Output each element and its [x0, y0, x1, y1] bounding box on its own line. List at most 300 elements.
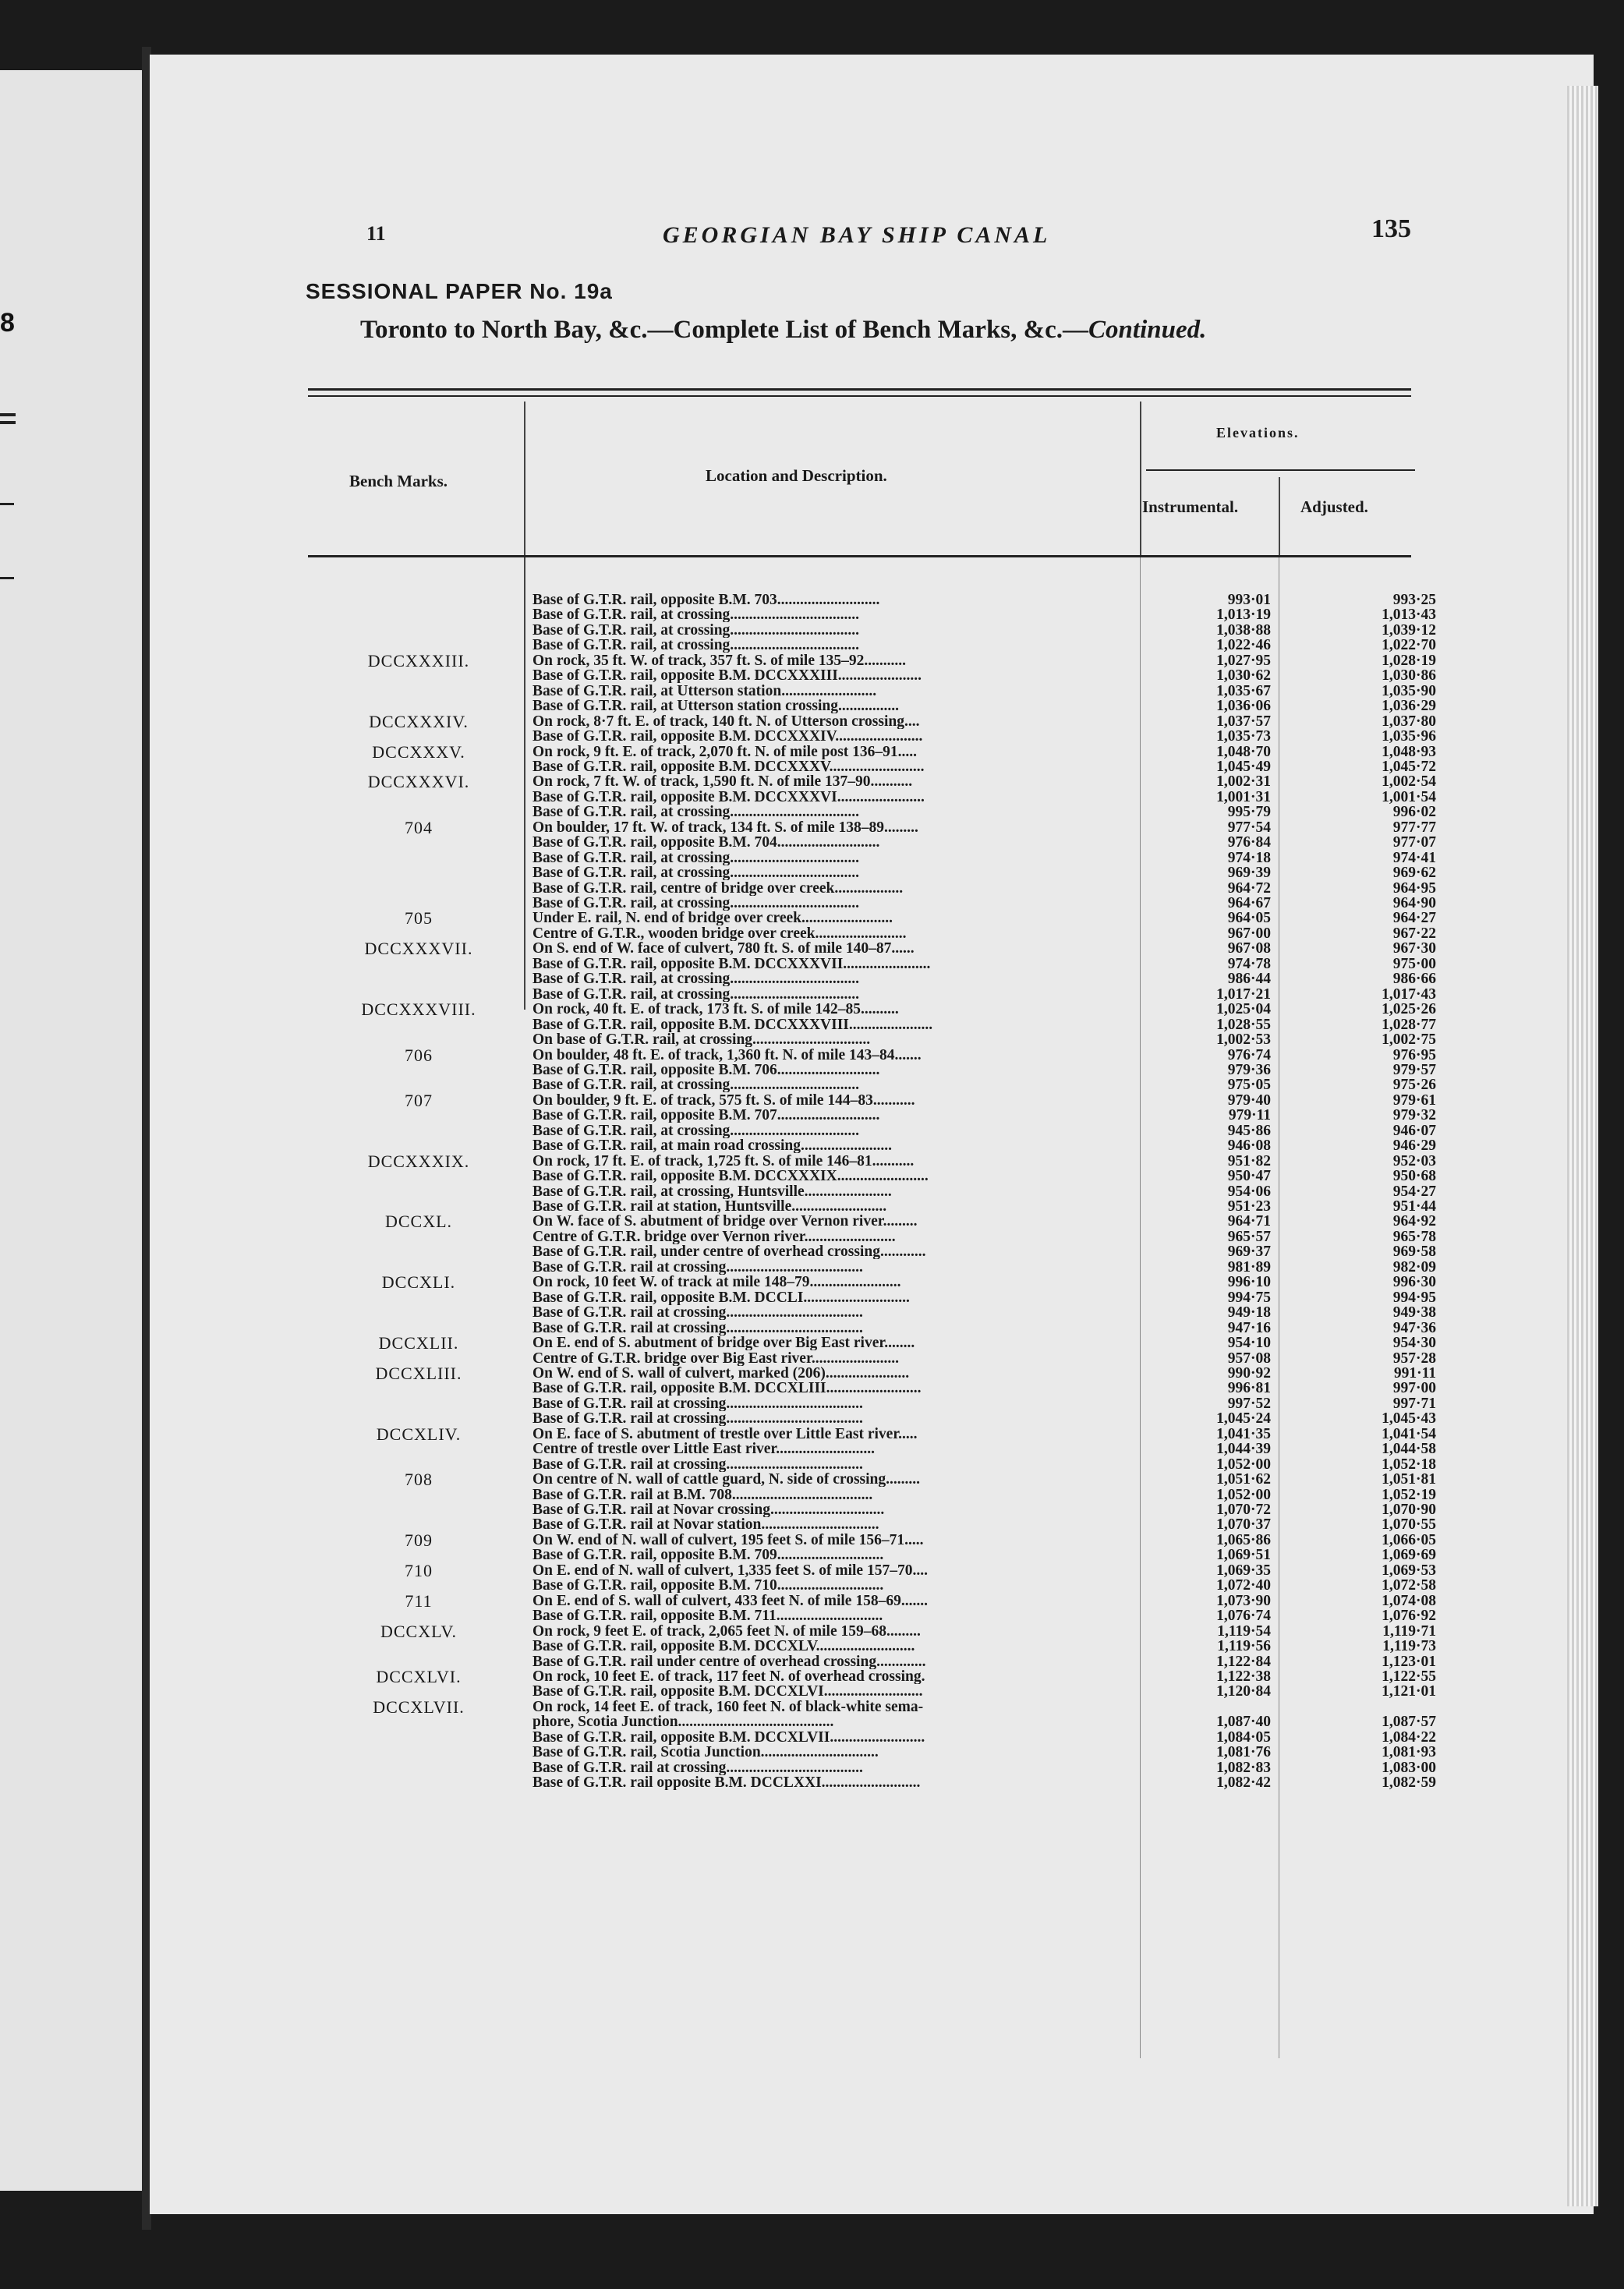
column-divider [1140, 402, 1141, 557]
instrumental-cell: 1,036·06 [1216, 698, 1271, 715]
instrumental-cell: 954·06 [1227, 1183, 1271, 1200]
adjusted-cell: 946·29 [1392, 1137, 1436, 1155]
instrumental-cell: 1,041·35 [1216, 1425, 1271, 1442]
table-row [0, 1639, 1624, 1654]
table-row [0, 759, 1624, 774]
table-row [0, 1199, 1624, 1214]
instrumental-cell: 1,027·95 [1216, 652, 1271, 669]
instrumental-cell: 1,051·62 [1216, 1471, 1271, 1488]
location-cell: On rock, 10 feet W. of track at mile 148–79........................ [532, 1275, 901, 1290]
table-row [0, 1560, 1624, 1580]
elevations-rule [1146, 469, 1415, 471]
adjusted-cell: 954·27 [1392, 1183, 1436, 1200]
location-cell: On boulder, 48 ft. E. of track, 1,360 ft. N. of mile 143–84....... [532, 1047, 922, 1063]
location-cell: On rock, 35 ft. W. of track, 357 ft. S. of mile 135–92........... [532, 653, 906, 668]
table-row [0, 741, 1624, 762]
table-title [360, 316, 1206, 345]
instrumental-cell: 990·92 [1227, 1364, 1271, 1382]
instrumental-cell: 969·37 [1227, 1244, 1271, 1261]
sessional-paper-label: SESSIONAL PAPER No. 19a [306, 279, 613, 303]
instrumental-cell: 951·82 [1227, 1152, 1271, 1169]
location-cell: Base of G.T.R. rail at Novar crossing.............................. [532, 1502, 885, 1517]
table-row [0, 1517, 1624, 1532]
table-row [0, 957, 1624, 971]
instrumental-cell: 994·75 [1227, 1289, 1271, 1306]
header-bottom-rule [308, 555, 1411, 557]
instrumental-cell: 976·84 [1227, 834, 1271, 851]
running-header [366, 214, 1411, 253]
location-cell: On base of G.T.R. rail, at crossing............................... [532, 1032, 871, 1048]
adjusted-cell: 1,002·54 [1382, 773, 1436, 791]
table-row [0, 1608, 1624, 1623]
adjusted-cell: 1,119·73 [1382, 1638, 1436, 1655]
table-row [0, 1272, 1624, 1293]
instrumental-cell: 964·67 [1227, 895, 1271, 911]
table-row [0, 1229, 1624, 1244]
table-row [0, 971, 1624, 986]
adjusted-cell: 964·27 [1392, 910, 1436, 927]
location-cell: Base of G.T.R. rail at crossing.................................... [532, 1456, 863, 1472]
instrumental-cell: 1,001·31 [1216, 788, 1271, 805]
table-row [0, 1381, 1624, 1396]
left-page-mark [0, 413, 16, 416]
adjusted-cell: 993·25 [1392, 592, 1436, 608]
table-row [0, 1138, 1624, 1153]
table-row [0, 1151, 1624, 1171]
table-row [0, 1470, 1624, 1490]
location-cell: Base of G.T.R. rail, at crossing, Huntsville....................... [532, 1183, 892, 1199]
table-row [0, 835, 1624, 850]
adjusted-cell: 1,123·01 [1382, 1653, 1436, 1670]
adjusted-cell: 1,072·58 [1382, 1577, 1436, 1594]
bench-mark-cell: 708 [405, 1470, 433, 1490]
table-row [0, 1260, 1624, 1275]
table-row [0, 1745, 1624, 1760]
adjusted-cell: 954·30 [1392, 1335, 1436, 1352]
adjusted-cell: 1,052·18 [1382, 1456, 1436, 1473]
location-cell: On boulder, 17 ft. W. of track, 134 ft. S. of mile 138–89......... [532, 819, 918, 835]
adjusted-cell: 967·22 [1392, 925, 1436, 942]
table-row [0, 593, 1624, 607]
instrumental-cell: 1,073·90 [1216, 1592, 1271, 1609]
adjusted-cell: 976·95 [1392, 1046, 1436, 1063]
table-row [0, 999, 1624, 1020]
instrumental-cell: 1,035·73 [1216, 728, 1271, 745]
bench-mark-cell: DCCXLII. [378, 1333, 459, 1353]
left-page-glyph: 8 [0, 308, 15, 338]
instrumental-cell: 1,122·38 [1216, 1668, 1271, 1685]
table-row [0, 1063, 1624, 1077]
adjusted-cell: 1,052·19 [1382, 1486, 1436, 1503]
table-row [0, 1032, 1624, 1047]
instrumental-cell: 1,030·62 [1216, 667, 1271, 685]
column-divider [524, 402, 525, 557]
table-row [0, 1396, 1624, 1411]
location-cell: On E. face of S. abutment of trestle over Little East river..... [532, 1426, 918, 1442]
table-row [0, 1714, 1624, 1729]
adjusted-cell: 1,028·77 [1382, 1016, 1436, 1033]
bench-mark-cell: 710 [405, 1560, 433, 1580]
column-header-elevations: Elevations. [1216, 425, 1300, 440]
location-cell: On rock, 10 feet E. of track, 117 feet N. of overhead crossing. [532, 1668, 925, 1684]
location-cell: On centre of N. wall of cattle guard, N. side of crossing......... [532, 1472, 921, 1488]
table-title-main: Toronto to North Bay, &c.—Complete List of Bench Marks, &c.— [360, 316, 1089, 344]
location-cell: Base of G.T.R. rail, opposite B.M. DCCXXXV......................... [532, 759, 925, 774]
adjusted-cell: 1,041·54 [1382, 1425, 1436, 1442]
location-cell: Base of G.T.R. rail, opposite B.M. DCCLI............................ [532, 1290, 910, 1305]
instrumental-cell: 975·05 [1227, 1077, 1271, 1094]
bench-mark-cell: DCCXXXVII. [364, 939, 473, 959]
location-cell: Base of G.T.R. rail, at crossing.................................. [532, 1123, 860, 1138]
adjusted-cell: 1,013·43 [1382, 607, 1436, 624]
adjusted-cell: 951·44 [1392, 1198, 1436, 1215]
location-cell: Centre of G.T.R., wooden bridge over creek........................ [532, 925, 907, 941]
instrumental-cell: 1,025·04 [1216, 1001, 1271, 1018]
adjusted-cell: 1,121·01 [1382, 1683, 1436, 1700]
location-cell: phore, Scotia Junction......................................... [532, 1714, 834, 1730]
location-cell: Base of G.T.R. rail, opposite B.M. DCCXXXIII...................... [532, 668, 922, 684]
adjusted-cell: 1,039·12 [1382, 621, 1436, 639]
instrumental-cell: 976·74 [1227, 1046, 1271, 1063]
location-cell: On rock, 8·7 ft. E. of track, 140 ft. N. of Utterson crossing.... [532, 713, 920, 729]
adjusted-cell: 1,119·71 [1382, 1622, 1436, 1640]
table-row [0, 1488, 1624, 1502]
location-cell: On E. end of N. wall of culvert, 1,335 feet S. of mile 157–70.... [532, 1562, 928, 1578]
table-row [0, 1077, 1624, 1092]
location-cell: Base of G.T.R. rail at crossing.................................... [532, 1305, 863, 1321]
running-title: GEORGIAN BAY SHIP CANAL [663, 222, 1051, 248]
location-cell: On rock, 17 ft. E. of track, 1,725 ft. S. of mile 146–81........... [532, 1153, 915, 1169]
table-row [0, 817, 1624, 837]
location-cell: Base of G.T.R. rail, opposite B.M. 711............................ [532, 1608, 883, 1624]
instrumental-cell: 986·44 [1227, 971, 1271, 988]
column-header-bench-marks: Bench Marks. [349, 472, 448, 490]
table-row [0, 1590, 1624, 1611]
instrumental-cell: 1,120·84 [1216, 1683, 1271, 1700]
location-cell: Base of G.T.R. rail, opposite B.M. 706........................... [532, 1062, 880, 1077]
table-row [0, 711, 1624, 731]
adjusted-cell: 967·30 [1392, 940, 1436, 957]
table-row [0, 1290, 1624, 1305]
adjusted-cell: 957·28 [1392, 1350, 1436, 1367]
location-cell: Base of G.T.R. rail under centre of overhead crossing............. [532, 1654, 926, 1669]
instrumental-cell: 1,076·74 [1216, 1608, 1271, 1625]
instrumental-cell: 979·11 [1228, 1107, 1271, 1124]
location-cell: Base of G.T.R. rail, at crossing.................................. [532, 865, 860, 881]
table-row [0, 1045, 1624, 1065]
location-cell: Base of G.T.R. rail, opposite B.M. DCCXXXVI....................... [532, 789, 925, 805]
column-divider [1279, 477, 1280, 557]
table-row [0, 699, 1624, 713]
table-row [0, 1666, 1624, 1686]
location-cell: On E. end of S. abutment of bridge over Big East river........ [532, 1336, 915, 1351]
adjusted-cell: 1,069·69 [1382, 1547, 1436, 1564]
location-cell: Base of G.T.R. rail, opposite B.M. DCCXXXIV....................... [532, 729, 923, 745]
location-cell: Base of G.T.R. rail, opposite B.M. DCCXLVII......................... [532, 1729, 925, 1745]
instrumental-cell: 1,017·21 [1216, 985, 1271, 1003]
adjusted-cell: 1,017·43 [1382, 985, 1436, 1003]
adjusted-cell: 1,025·26 [1382, 1001, 1436, 1018]
instrumental-cell: 1,119·56 [1217, 1638, 1271, 1655]
instrumental-cell: 981·89 [1227, 1258, 1271, 1275]
table-row [0, 1108, 1624, 1123]
bench-mark-cell: 711 [405, 1590, 433, 1611]
location-cell: Base of G.T.R. rail, at crossing.................................. [532, 850, 860, 865]
table-row [0, 1424, 1624, 1444]
table-row [0, 1351, 1624, 1366]
instrumental-cell: 1,084·05 [1216, 1728, 1271, 1746]
table-row [0, 1578, 1624, 1593]
bench-mark-cell: DCCXXXIX. [367, 1151, 470, 1171]
adjusted-cell: 996·30 [1392, 1274, 1436, 1291]
column-header-adjusted: Adjusted. [1300, 497, 1368, 516]
table-row [0, 1123, 1624, 1138]
table-title-continued: Continued. [1088, 316, 1207, 344]
adjusted-cell: 946·07 [1392, 1122, 1436, 1139]
instrumental-cell: 1,069·51 [1216, 1547, 1271, 1564]
left-page-mark [0, 577, 14, 579]
adjusted-cell: 1,002·75 [1382, 1031, 1436, 1049]
adjusted-cell: 979·61 [1392, 1091, 1436, 1109]
location-cell: Base of G.T.R. rail, opposite B.M. 704........................... [532, 835, 880, 851]
location-cell: On S. end of W. face of culvert, 780 ft. S. of mile 140–87...... [532, 941, 915, 957]
instrumental-cell: 974·78 [1227, 955, 1271, 972]
location-cell: Base of G.T.R. rail, opposite B.M. 709............................ [532, 1548, 884, 1563]
instrumental-cell: 1,081·76 [1216, 1744, 1271, 1761]
location-cell: Base of G.T.R. rail, at crossing.................................. [532, 805, 860, 820]
column-header-instrumental: Instrumental. [1142, 497, 1239, 516]
location-cell: Base of G.T.R. rail at station, Huntsville......................... [532, 1199, 887, 1214]
instrumental-cell: 964·72 [1227, 879, 1271, 897]
location-cell: Base of G.T.R. rail at crossing.................................... [532, 1320, 863, 1336]
adjusted-cell: 969·62 [1392, 865, 1436, 882]
location-cell: Base of G.T.R. rail, Scotia Junction............................... [532, 1745, 879, 1760]
instrumental-cell: 1,087·40 [1216, 1714, 1271, 1731]
column-header-location: Location and Description. [706, 466, 887, 485]
adjusted-cell: 969·58 [1392, 1244, 1436, 1261]
adjusted-cell: 1,028·19 [1382, 652, 1436, 669]
adjusted-cell: 949·38 [1392, 1304, 1436, 1321]
bench-mark-cell: 705 [405, 908, 433, 929]
table-row [0, 908, 1624, 929]
location-cell: Centre of trestle over Little East river.......................... [532, 1442, 876, 1457]
instrumental-cell: 1,065·86 [1216, 1531, 1271, 1548]
left-page-mark [0, 503, 14, 505]
instrumental-cell: 979·36 [1227, 1061, 1271, 1078]
bench-mark-cell: DCCXLI. [381, 1272, 456, 1293]
instrumental-cell: 1,052·00 [1216, 1456, 1271, 1473]
instrumental-cell: 1,052·00 [1216, 1486, 1271, 1503]
location-cell: On W. face of S. abutment of bridge over Vernon river......... [532, 1214, 918, 1229]
instrumental-cell: 954·10 [1227, 1335, 1271, 1352]
instrumental-cell: 1,082·83 [1216, 1759, 1271, 1776]
location-cell: On boulder, 9 ft. E. of track, 575 ft. S. of mile 144–83........... [532, 1092, 915, 1108]
header-left-number: 11 [366, 222, 386, 245]
instrumental-cell: 1,037·57 [1216, 713, 1271, 730]
instrumental-cell: 996·10 [1227, 1274, 1271, 1291]
location-cell: On rock, 14 feet E. of track, 160 feet N. of black-white sema- [532, 1699, 924, 1714]
location-cell: Base of G.T.R. rail at crossing.................................... [532, 1760, 863, 1775]
adjusted-cell: 982·09 [1392, 1258, 1436, 1275]
adjusted-cell: 1,082·59 [1382, 1774, 1436, 1792]
adjusted-cell: 1,048·93 [1382, 743, 1436, 760]
bench-mark-cell: DCCXLVI. [376, 1666, 462, 1686]
instrumental-cell: 964·05 [1227, 910, 1271, 927]
location-cell: Base of G.T.R. rail at crossing.................................... [532, 1396, 863, 1411]
instrumental-cell: 957·08 [1227, 1350, 1271, 1367]
bench-mark-cell: DCCXLIV. [376, 1424, 462, 1444]
adjusted-cell: 1,074·08 [1382, 1592, 1436, 1609]
instrumental-cell: 945·86 [1227, 1122, 1271, 1139]
instrumental-cell: 977·54 [1227, 819, 1271, 836]
instrumental-cell: 969·39 [1227, 865, 1271, 882]
instrumental-cell: 1,048·70 [1216, 743, 1271, 760]
left-page-mark [0, 421, 16, 424]
adjusted-cell: 1,070·55 [1382, 1516, 1436, 1534]
bench-mark-cell: 707 [405, 1090, 433, 1110]
table-row [0, 1502, 1624, 1517]
table-row [0, 1169, 1624, 1183]
table-row [0, 1760, 1624, 1775]
instrumental-cell: 967·00 [1227, 925, 1271, 942]
instrumental-cell: 1,044·39 [1216, 1441, 1271, 1458]
page-number: 135 [1371, 214, 1411, 243]
adjusted-cell: 1,051·81 [1382, 1471, 1436, 1488]
instrumental-cell: 1,069·35 [1216, 1562, 1271, 1579]
location-cell: Base of G.T.R. rail, opposite B.M. DCCXXXIX........................ [532, 1169, 929, 1184]
table-row [0, 1530, 1624, 1550]
bench-mark-cell: DCCXXXIV. [369, 711, 469, 731]
location-cell: Base of G.T.R. rail, centre of bridge over creek.................. [532, 880, 904, 896]
bench-mark-cell: DCCXLIII. [375, 1363, 462, 1383]
adjusted-cell: 1,122·55 [1382, 1668, 1436, 1685]
adjusted-cell: 997·71 [1392, 1395, 1436, 1412]
location-cell: Base of G.T.R. rail at crossing.................................... [532, 1259, 863, 1275]
table-row [0, 729, 1624, 744]
location-cell: Base of G.T.R. rail, under centre of overhead crossing............ [532, 1244, 926, 1260]
table-row [0, 1305, 1624, 1320]
adjusted-cell: 1,066·05 [1382, 1531, 1436, 1548]
table-row [0, 638, 1624, 653]
instrumental-cell: 950·47 [1227, 1168, 1271, 1185]
location-cell: Base of G.T.R. rail, opposite B.M. DCCXXXVII....................... [532, 956, 931, 971]
location-cell: Centre of G.T.R. bridge over Vernon river........................ [532, 1229, 896, 1244]
instrumental-cell: 949·18 [1227, 1304, 1271, 1321]
location-cell: Base of G.T.R. rail, at main road crossing........................ [532, 1138, 892, 1154]
location-cell: Centre of G.T.R. bridge over Big East river....................... [532, 1350, 899, 1366]
table-row [0, 772, 1624, 792]
adjusted-cell: 997·00 [1392, 1380, 1436, 1397]
location-cell: Base of G.T.R. rail, at crossing.................................. [532, 638, 860, 653]
adjusted-cell: 975·26 [1392, 1077, 1436, 1094]
instrumental-cell: 967·08 [1227, 940, 1271, 957]
table-row [0, 1654, 1624, 1669]
adjusted-cell: 975·00 [1392, 955, 1436, 972]
location-cell: Base of G.T.R. rail opposite B.M. DCCLXXI.......................... [532, 1775, 921, 1791]
table-row [0, 650, 1624, 670]
bench-mark-cell: DCCXXXIII. [367, 650, 470, 670]
top-double-rule [308, 395, 1411, 397]
adjusted-cell: 979·32 [1392, 1107, 1436, 1124]
table-row [0, 1775, 1624, 1790]
instrumental-cell: 1,028·55 [1216, 1016, 1271, 1033]
location-cell: Base of G.T.R. rail, at crossing.................................. [532, 986, 860, 1002]
bench-mark-cell: 706 [405, 1045, 433, 1065]
location-cell: Base of G.T.R. rail, opposite B.M. 707........................... [532, 1108, 880, 1123]
table-row [0, 1017, 1624, 1032]
instrumental-cell: 997·52 [1227, 1395, 1271, 1412]
instrumental-cell: 964·71 [1227, 1213, 1271, 1230]
table-row [0, 1457, 1624, 1472]
adjusted-cell: 996·02 [1392, 804, 1436, 821]
location-cell: On W. end of S. wall of culvert, marked (206)...................... [532, 1365, 910, 1381]
adjusted-cell: 1,081·93 [1382, 1744, 1436, 1761]
top-double-rule [308, 388, 1411, 391]
table-row [0, 1621, 1624, 1641]
table-row [0, 865, 1624, 880]
adjusted-cell: 1,022·70 [1382, 637, 1436, 654]
instrumental-cell: 965·57 [1227, 1228, 1271, 1245]
adjusted-cell: 1,035·96 [1382, 728, 1436, 745]
table-row [0, 1363, 1624, 1383]
location-cell: Base of G.T.R. rail, opposite B.M. 703........................... [532, 593, 880, 607]
location-cell: Base of G.T.R. rail at Novar station............................... [532, 1517, 879, 1533]
bench-mark-cell: DCCXXXV. [372, 741, 465, 762]
adjusted-cell: 952·03 [1392, 1152, 1436, 1169]
adjusted-cell: 964·95 [1392, 879, 1436, 897]
table-row [0, 896, 1624, 911]
table-row [0, 805, 1624, 819]
table-row [0, 1730, 1624, 1745]
adjusted-cell: 1,045·72 [1382, 758, 1436, 775]
location-cell: Base of G.T.R. rail, at crossing.................................. [532, 607, 860, 623]
instrumental-cell: 1,038·88 [1216, 621, 1271, 639]
instrumental-cell: 993·01 [1227, 592, 1271, 608]
table-row [0, 939, 1624, 959]
table-row [0, 1411, 1624, 1426]
location-cell: On rock, 9 feet E. of track, 2,065 feet N. of mile 159–68......... [532, 1623, 921, 1639]
location-cell: Base of G.T.R. rail, at crossing.................................. [532, 622, 860, 638]
location-cell: Base of G.T.R. rail, at Utterson station......................... [532, 683, 877, 699]
adjusted-cell: 986·66 [1392, 971, 1436, 988]
location-cell: On rock, 40 ft. E. of track, 173 ft. S. of mile 142–85.......... [532, 1002, 899, 1017]
instrumental-cell: 1,072·40 [1216, 1577, 1271, 1594]
adjusted-cell: 1,030·86 [1382, 667, 1436, 685]
bench-mark-cell: DCCXXXVI. [367, 772, 470, 792]
table-row [0, 790, 1624, 805]
table-row [0, 851, 1624, 865]
adjusted-cell: 965·78 [1392, 1228, 1436, 1245]
bench-mark-cell: 704 [405, 817, 433, 837]
table-row [0, 1442, 1624, 1456]
table-row [0, 1333, 1624, 1353]
adjusted-cell: 1,070·90 [1382, 1502, 1436, 1518]
adjusted-cell: 1,083·00 [1382, 1759, 1436, 1776]
adjusted-cell: 977·77 [1392, 819, 1436, 836]
adjusted-cell: 1,084·22 [1382, 1728, 1436, 1746]
adjusted-cell: 964·90 [1392, 895, 1436, 911]
table-row [0, 1244, 1624, 1259]
adjusted-cell: 1,044·58 [1382, 1441, 1436, 1458]
bench-mark-cell: DCCXL. [384, 1212, 453, 1232]
instrumental-cell: 1,070·72 [1216, 1502, 1271, 1518]
instrumental-cell: 1,002·53 [1216, 1031, 1271, 1049]
location-cell: Base of G.T.R. rail, opposite B.M. DCCXLIII......................... [532, 1381, 922, 1396]
adjusted-cell: 1,035·90 [1382, 682, 1436, 699]
location-cell: On W. end of N. wall of culvert, 195 feet S. of mile 156–71..... [532, 1532, 924, 1548]
instrumental-cell: 995·79 [1227, 804, 1271, 821]
adjusted-cell: 950·68 [1392, 1168, 1436, 1185]
